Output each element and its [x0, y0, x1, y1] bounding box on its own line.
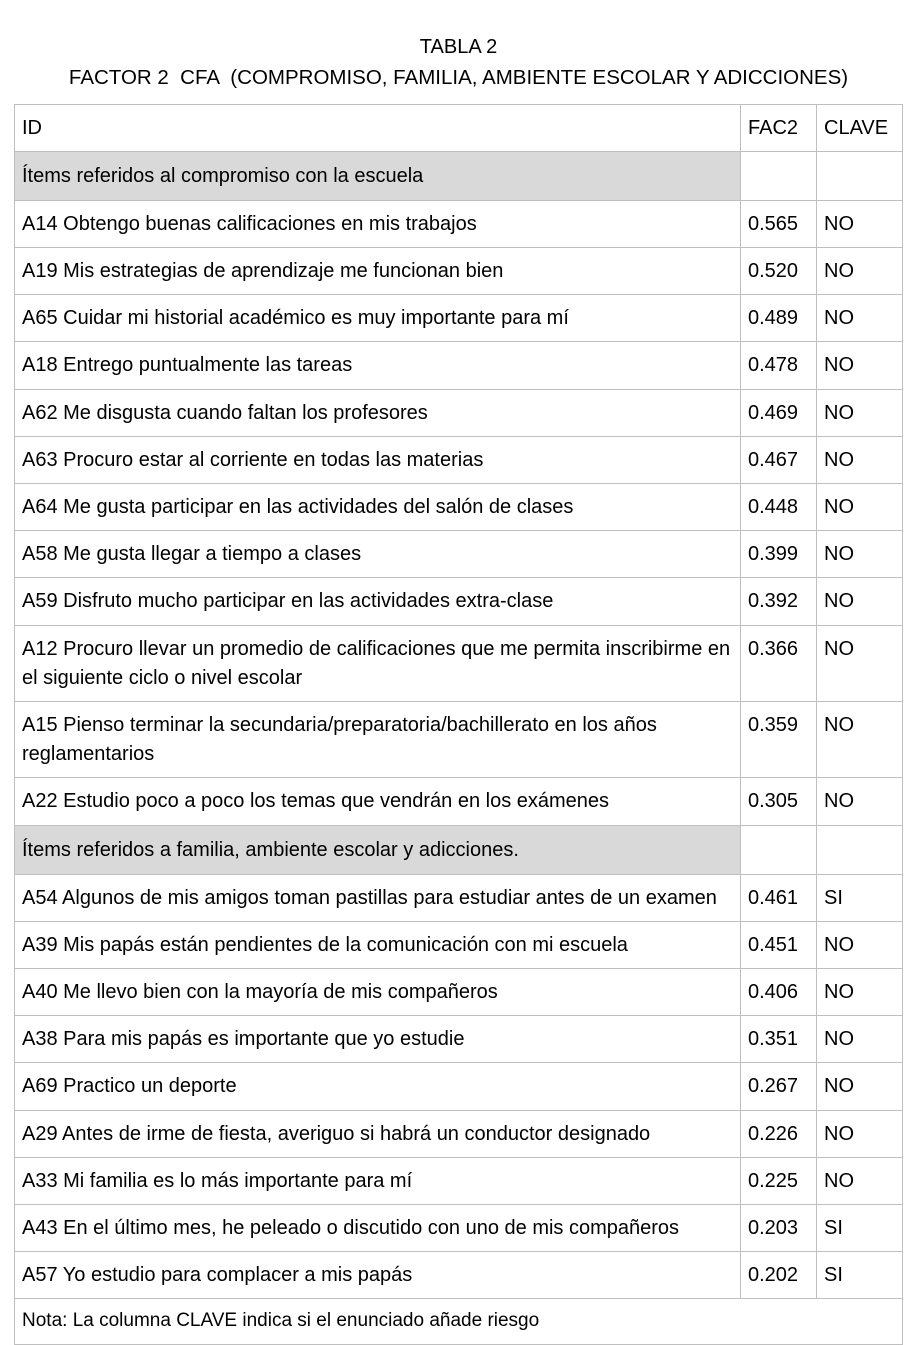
row-id-cell — [15, 969, 741, 1016]
table-row — [15, 969, 903, 1016]
row-clave-cell — [817, 531, 903, 578]
row-clave-cell — [817, 248, 903, 295]
row-clave-value: NO — [824, 1075, 854, 1098]
row-id-label: A65 Cuidar mi historial académico es muy importante para mí — [22, 307, 569, 330]
table-note-text: Nota: La columna CLAVE indica si el enunciado añade riesgo — [22, 1310, 540, 1332]
row-clave-value: NO — [824, 790, 854, 813]
table-row — [15, 484, 903, 531]
row-clave-cell — [817, 389, 903, 436]
row-fac2-cell — [741, 874, 817, 921]
row-clave-value: NO — [824, 590, 854, 613]
row-id-cell — [15, 701, 741, 777]
row-fac2-cell — [741, 969, 817, 1016]
table-row — [15, 1157, 903, 1204]
section-heading-cell — [15, 151, 741, 200]
row-id-cell — [15, 778, 741, 825]
row-id-cell — [15, 1016, 741, 1063]
table-row — [15, 295, 903, 342]
section-heading-fac2-cell — [741, 151, 817, 200]
row-fac2-cell — [741, 531, 817, 578]
row-clave-value: NO — [824, 1028, 854, 1051]
table-row — [15, 1110, 903, 1157]
column-header-id-cell — [15, 104, 741, 151]
row-id-label: A63 Procuro estar al corriente en todas las materias — [22, 448, 484, 471]
row-clave-cell — [817, 1157, 903, 1204]
row-clave-cell — [817, 1016, 903, 1063]
row-id-cell — [15, 1110, 741, 1157]
row-fac2-cell — [741, 921, 817, 968]
row-id-label: A14 Obtengo buenas calificaciones en mis trabajos — [22, 212, 477, 235]
row-clave-value: NO — [824, 354, 854, 377]
row-clave-cell — [817, 1110, 903, 1157]
row-clave-value: NO — [824, 448, 854, 471]
section-heading-label: Ítems referidos a familia, ambiente escolar y adicciones. — [22, 838, 519, 861]
section-heading-row — [15, 825, 903, 874]
row-id-label: A69 Practico un deporte — [22, 1075, 237, 1098]
row-id-label: A40 Me llevo bien con la mayoría de mis compañeros — [22, 981, 498, 1004]
row-fac2-value: 0.406 — [748, 981, 799, 1004]
row-clave-value: SI — [824, 1264, 843, 1287]
row-clave-cell — [817, 484, 903, 531]
row-id-label: A57 Yo estudio para complacer a mis papás — [22, 1264, 413, 1287]
row-clave-value: NO — [824, 543, 854, 566]
row-id-label: A19 Mis estrategias de aprendizaje me funcionan bien — [22, 260, 504, 283]
row-id-cell — [15, 531, 741, 578]
row-fac2-cell — [741, 342, 817, 389]
row-fac2-cell — [741, 1016, 817, 1063]
row-clave-value: NO — [824, 981, 854, 1004]
row-clave-value: NO — [824, 637, 854, 660]
row-fac2-cell — [741, 578, 817, 625]
row-fac2-cell — [741, 625, 817, 701]
table-row — [15, 921, 903, 968]
row-clave-value: NO — [824, 307, 854, 330]
row-fac2-value: 0.305 — [748, 790, 799, 813]
row-fac2-value: 0.489 — [748, 307, 799, 330]
section-heading-clave-cell — [817, 151, 903, 200]
row-clave-value: NO — [824, 496, 854, 518]
row-id-cell — [15, 1157, 741, 1204]
section-heading-cell — [15, 825, 741, 874]
section-heading-label: Ítems referidos al compromiso con la escuela — [22, 164, 424, 187]
row-fac2-value: 0.359 — [748, 713, 799, 736]
row-id-label: A54 Algunos de mis amigos toman pastillas para estudiar antes de un examen — [22, 886, 717, 909]
table-row — [15, 248, 903, 295]
row-clave-value: NO — [824, 260, 854, 283]
row-id-label: A43 En el último mes, he peleado o discutido con uno de mis compañeros — [22, 1217, 680, 1239]
row-clave-cell — [817, 874, 903, 921]
row-id-cell — [15, 295, 741, 342]
row-clave-value: NO — [824, 933, 854, 956]
table-row — [15, 1205, 903, 1252]
row-fac2-cell — [741, 436, 817, 483]
row-clave-cell — [817, 778, 903, 825]
row-clave-value: NO — [824, 212, 854, 235]
row-clave-value: NO — [824, 401, 854, 424]
row-id-cell — [15, 874, 741, 921]
table-row — [15, 625, 903, 701]
row-fac2-cell — [741, 389, 817, 436]
table-row — [15, 531, 903, 578]
row-fac2-cell — [741, 200, 817, 247]
row-id-label: A33 Mi familia es lo más importante para mí — [22, 1169, 413, 1192]
row-fac2-value: 0.267 — [748, 1075, 799, 1098]
table-row — [15, 436, 903, 483]
table-row — [15, 874, 903, 921]
column-header-clave-cell — [817, 104, 903, 151]
row-clave-value: SI — [824, 1217, 843, 1239]
row-id-label: A29 Antes de irme de fiesta, averiguo si habrá un conductor designado — [22, 1122, 651, 1145]
row-id-label: A38 Para mis papás es importante que yo estudie — [22, 1028, 465, 1051]
table-title-secondary: FACTOR 2 CFA (COMPROMISO, FAMILIA, AMBIENTE ESCOLAR Y ADICCIONES) — [68, 66, 849, 89]
row-fac2-cell — [741, 778, 817, 825]
row-clave-cell — [817, 1063, 903, 1110]
table-row — [15, 200, 903, 247]
row-fac2-value: 0.451 — [748, 933, 799, 956]
row-fac2-value: 0.520 — [748, 260, 799, 283]
row-clave-cell — [817, 295, 903, 342]
column-header-fac2: FAC2 — [748, 116, 799, 139]
row-clave-cell — [817, 436, 903, 483]
table-title-row — [15, 14, 903, 104]
table-row — [15, 389, 903, 436]
row-clave-cell — [817, 625, 903, 701]
row-fac2-value: 0.467 — [748, 448, 799, 471]
row-fac2-value: 0.202 — [748, 1264, 799, 1287]
column-header-fac2-cell — [741, 104, 817, 151]
row-clave-cell — [817, 578, 903, 625]
row-id-cell — [15, 248, 741, 295]
row-fac2-value: 0.478 — [748, 354, 799, 377]
row-id-label: A39 Mis papás están pendientes de la comunicación con mi escuela — [22, 933, 628, 956]
row-id-cell — [15, 484, 741, 531]
row-id-cell — [15, 200, 741, 247]
column-header-clave: CLAVE — [824, 116, 889, 139]
row-id-label: A15 Pienso terminar la secundaria/preparatoria/bachillerato en los años reglamentarios — [22, 713, 657, 766]
row-id-label: A58 Me gusta llegar a tiempo a clases — [22, 543, 362, 566]
row-id-cell — [15, 389, 741, 436]
row-id-cell — [15, 436, 741, 483]
row-id-cell — [15, 578, 741, 625]
column-header-id: ID — [22, 116, 42, 139]
row-fac2-value: 0.226 — [748, 1122, 799, 1145]
table-title-cell — [15, 14, 903, 104]
table-row — [15, 701, 903, 777]
table-row — [15, 578, 903, 625]
row-id-label: A62 Me disgusta cuando faltan los profesores — [22, 401, 428, 424]
row-clave-value: NO — [824, 1122, 854, 1145]
row-fac2-cell — [741, 1110, 817, 1157]
row-fac2-value: 0.203 — [748, 1217, 799, 1239]
table-row — [15, 1063, 903, 1110]
table-note-row — [15, 1299, 903, 1345]
row-clave-cell — [817, 200, 903, 247]
row-fac2-cell — [741, 1157, 817, 1204]
row-clave-cell — [817, 701, 903, 777]
row-fac2-value: 0.469 — [748, 401, 799, 424]
row-id-cell — [15, 1063, 741, 1110]
row-fac2-value: 0.366 — [748, 637, 799, 660]
row-id-label: A64 Me gusta participar en las actividades del salón de clases — [22, 496, 574, 518]
table-row — [15, 778, 903, 825]
row-fac2-value: 0.399 — [748, 543, 799, 566]
row-fac2-cell — [741, 1205, 817, 1252]
row-fac2-cell — [741, 484, 817, 531]
row-fac2-value: 0.565 — [748, 212, 799, 235]
row-id-label: A59 Disfruto mucho participar en las actividades extra-clase — [22, 590, 554, 613]
row-clave-cell — [817, 921, 903, 968]
row-fac2-value: 0.448 — [748, 496, 799, 518]
table-body — [15, 14, 903, 1345]
factor2-cfa-table — [14, 14, 903, 1345]
row-id-cell — [15, 921, 741, 968]
row-clave-value: NO — [824, 1169, 854, 1192]
row-fac2-value: 0.392 — [748, 590, 799, 613]
table-header-row — [15, 104, 903, 151]
row-id-label: A18 Entrego puntualmente las tareas — [22, 354, 353, 377]
table-row — [15, 1016, 903, 1063]
row-clave-cell — [817, 342, 903, 389]
row-fac2-cell — [741, 295, 817, 342]
row-id-cell — [15, 342, 741, 389]
row-clave-value: SI — [824, 886, 843, 909]
row-fac2-value: 0.225 — [748, 1169, 799, 1192]
row-clave-cell — [817, 969, 903, 1016]
row-clave-cell — [817, 1205, 903, 1252]
table-row — [15, 342, 903, 389]
table-note-cell — [15, 1299, 903, 1345]
section-heading-clave-cell — [817, 825, 903, 874]
row-clave-value: NO — [824, 713, 854, 736]
row-fac2-cell — [741, 1063, 817, 1110]
row-fac2-cell — [741, 701, 817, 777]
row-id-label: A12 Procuro llevar un promedio de calificaciones que me permita inscribirme en el siguiente ciclo o nivel escolar — [22, 637, 731, 689]
row-id-label: A22 Estudio poco a poco los temas que vendrán en los exámenes — [22, 790, 610, 813]
row-id-cell — [15, 1205, 741, 1252]
row-fac2-value: 0.461 — [748, 886, 799, 909]
section-heading-row — [15, 151, 903, 200]
row-fac2-cell — [741, 248, 817, 295]
section-heading-fac2-cell — [741, 825, 817, 874]
table-title-primary: TABLA 2 — [419, 36, 498, 58]
row-id-cell — [15, 625, 741, 701]
row-fac2-value: 0.351 — [748, 1028, 799, 1051]
